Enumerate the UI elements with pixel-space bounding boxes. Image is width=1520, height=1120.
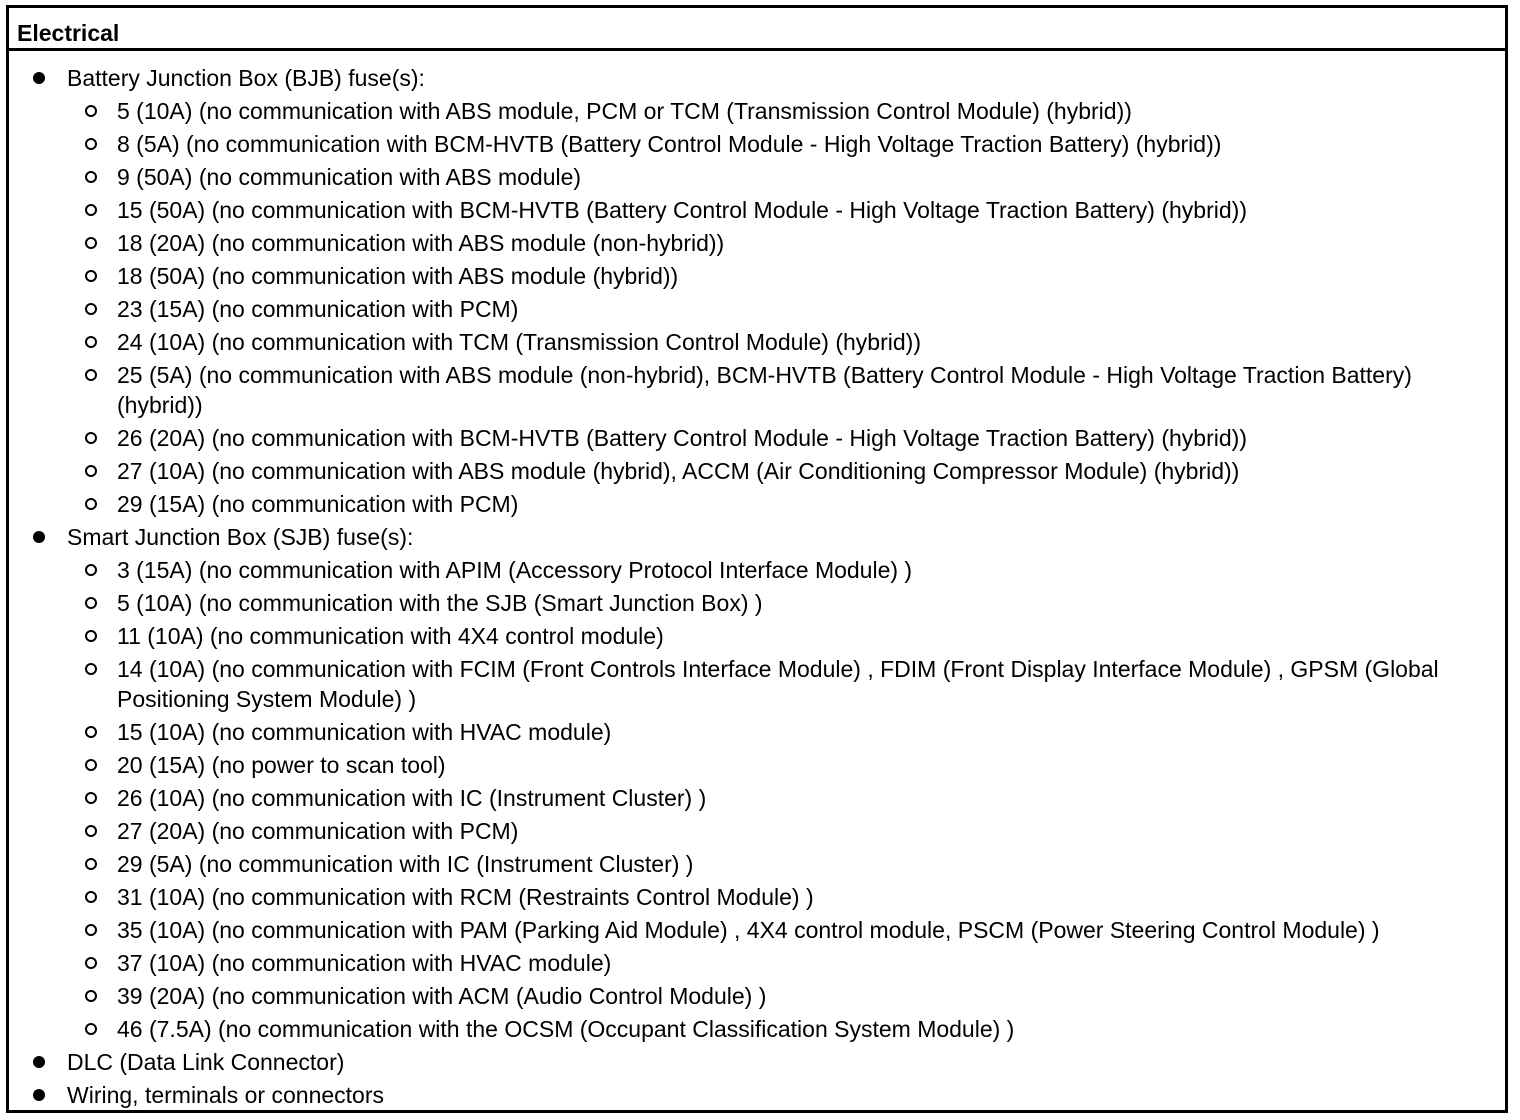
- circle-bullet-icon: [85, 1023, 97, 1035]
- circle-bullet-icon: [85, 204, 97, 216]
- sub-list-item: [117, 783, 1505, 814]
- sub-list-item-text: 29 (15A) (no communication with PCM): [117, 491, 519, 517]
- sub-list-item: [117, 882, 1505, 913]
- section-body: [9, 51, 1505, 1111]
- sub-list-item-text: 27 (10A) (no communication with ABS module (hybrid), ACCM (Air Conditioning Compressor Module) (hybrid)): [117, 458, 1240, 484]
- list-item-label: Wiring, terminals or connectors: [67, 1082, 384, 1108]
- sub-list-item-text: 26 (20A) (no communication with BCM-HVTB (Battery Control Module - High Voltage Traction Battery) (hybrid)): [117, 425, 1247, 451]
- sub-list-item: [117, 261, 1505, 292]
- sub-list-item: [117, 162, 1505, 193]
- sub-list-item-text: 15 (50A) (no communication with BCM-HVTB (Battery Control Module - High Voltage Traction Battery) (hybrid)): [117, 196, 1247, 223]
- circle-bullet-icon: [85, 630, 97, 642]
- sub-list-item: [117, 294, 1505, 325]
- electrical-table: [6, 5, 1508, 1113]
- list-item: [67, 522, 1505, 1045]
- circle-bullet-icon: [85, 138, 97, 150]
- section-header: [9, 8, 1505, 51]
- circle-bullet-icon: [85, 891, 97, 903]
- list-item: [67, 1047, 1505, 1078]
- circle-bullet-icon: [85, 432, 97, 444]
- sub-list-item: [117, 423, 1505, 454]
- sub-list-item-text: 26 (10A) (no communication with IC (Instrument Cluster) ): [117, 785, 707, 811]
- list-item-label: Battery Junction Box (BJB) fuse(s):: [67, 65, 425, 91]
- circle-bullet-icon: [85, 924, 97, 936]
- sub-list-item: [117, 96, 1505, 127]
- sub-list-item-text: 15 (10A) (no communication with HVAC module): [117, 719, 612, 745]
- sub-list-item-text: 9 (50A) (no communication with ABS module): [117, 163, 582, 190]
- circle-bullet-icon: [85, 369, 97, 381]
- sub-list-item-text: 24 (10A) (no communication with TCM (Transmission Control Module) (hybrid)): [117, 328, 921, 355]
- circle-bullet-icon: [85, 759, 97, 771]
- sub-list-item: [117, 750, 1505, 781]
- circle-bullet-icon: [85, 990, 97, 1002]
- sub-list-item: [117, 981, 1505, 1012]
- sub-list-item-text: 35 (10A) (no communication with PAM (Parking Aid Module) , 4X4 control module, PSCM (Power Steering Control Module) ): [117, 917, 1380, 943]
- sub-list-item-text: 11 (10A) (no communication with 4X4 control module): [117, 622, 664, 649]
- sub-list-item-text: 27 (20A) (no communication with PCM): [117, 818, 519, 844]
- list-item-label: Smart Junction Box (SJB) fuse(s):: [67, 524, 414, 550]
- circle-bullet-icon: [85, 858, 97, 870]
- bullet-icon: [33, 72, 45, 84]
- sub-list-item-text: 14 (10A) (no communication with FCIM (Front Controls Interface Module) , FDIM (Front Display Interface Module) , GPSM (Global Positioning System Module) ): [117, 655, 1439, 712]
- sub-list-item-text: 25 (5A) (no communication with ABS module (non-hybrid), BCM-HVTB (Battery Control Module - High Voltage Traction Battery) (hybrid)): [117, 361, 1412, 418]
- circle-bullet-icon: [85, 105, 97, 117]
- sub-list-item: [117, 621, 1505, 652]
- sub-list-item-text: 31 (10A) (no communication with RCM (Restraints Control Module) ): [117, 884, 814, 910]
- circle-bullet-icon: [85, 726, 97, 738]
- sub-list-item: [117, 915, 1505, 946]
- sub-list-item: [117, 456, 1505, 487]
- circle-bullet-icon: [85, 663, 97, 675]
- circle-bullet-icon: [85, 237, 97, 249]
- cause-list: [9, 63, 1505, 1111]
- list-item-label: DLC (Data Link Connector): [67, 1049, 345, 1075]
- circle-bullet-icon: [85, 597, 97, 609]
- circle-bullet-icon: [85, 465, 97, 477]
- sub-list-item: [117, 588, 1505, 619]
- sub-list-item-text: 5 (10A) (no communication with the SJB (Smart Junction Box) ): [117, 589, 763, 616]
- sub-list-item-text: 39 (20A) (no communication with ACM (Audio Control Module) ): [117, 983, 767, 1009]
- sub-list-item-text: 37 (10A) (no communication with HVAC module): [117, 950, 612, 976]
- sub-list-item: [117, 1014, 1505, 1045]
- sub-list-item: [117, 195, 1505, 226]
- circle-bullet-icon: [85, 792, 97, 804]
- list-item: [67, 1080, 1505, 1111]
- sub-list-item: [117, 849, 1505, 880]
- sub-list-item-text: 20 (15A) (no power to scan tool): [117, 752, 446, 778]
- sub-list-item-text: 29 (5A) (no communication with IC (Instrument Cluster) ): [117, 851, 694, 877]
- section-title: Electrical: [17, 20, 120, 46]
- list-item: [67, 63, 1505, 520]
- sub-list-item-text: 3 (15A) (no communication with APIM (Accessory Protocol Interface Module) ): [117, 556, 913, 583]
- bullet-icon: [33, 1056, 45, 1068]
- sub-list-item: [117, 816, 1505, 847]
- sub-list-item: [117, 717, 1505, 748]
- circle-bullet-icon: [85, 171, 97, 183]
- sub-list-item: [117, 948, 1505, 979]
- sub-list-item: [117, 228, 1505, 259]
- bullet-icon: [33, 1089, 45, 1101]
- sub-list-item: [117, 489, 1505, 520]
- circle-bullet-icon: [85, 336, 97, 348]
- sub-list-item-text: 18 (50A) (no communication with ABS module (hybrid)): [117, 262, 679, 289]
- sub-list: [67, 555, 1505, 1045]
- sub-list-item: [117, 555, 1505, 586]
- sub-list-item-text: 18 (20A) (no communication with ABS module (non-hybrid)): [117, 229, 725, 256]
- circle-bullet-icon: [85, 270, 97, 282]
- sub-list: [67, 96, 1505, 520]
- circle-bullet-icon: [85, 825, 97, 837]
- bullet-icon: [33, 531, 45, 543]
- sub-list-item-text: 5 (10A) (no communication with ABS module, PCM or TCM (Transmission Control Module) (hybrid)): [117, 97, 1132, 124]
- circle-bullet-icon: [85, 564, 97, 576]
- sub-list-item: [117, 327, 1505, 358]
- sub-list-item-text: 8 (5A) (no communication with BCM-HVTB (Battery Control Module - High Voltage Traction Battery) (hybrid)): [117, 130, 1222, 157]
- sub-list-item-text: 46 (7.5A) (no communication with the OCSM (Occupant Classification System Module) ): [117, 1016, 1015, 1042]
- sub-list-item: [117, 129, 1505, 160]
- sub-list-item: [117, 654, 1505, 715]
- circle-bullet-icon: [85, 957, 97, 969]
- sub-list-item-text: 23 (15A) (no communication with PCM): [117, 295, 519, 322]
- circle-bullet-icon: [85, 498, 97, 510]
- circle-bullet-icon: [85, 303, 97, 315]
- sub-list-item: [117, 360, 1505, 421]
